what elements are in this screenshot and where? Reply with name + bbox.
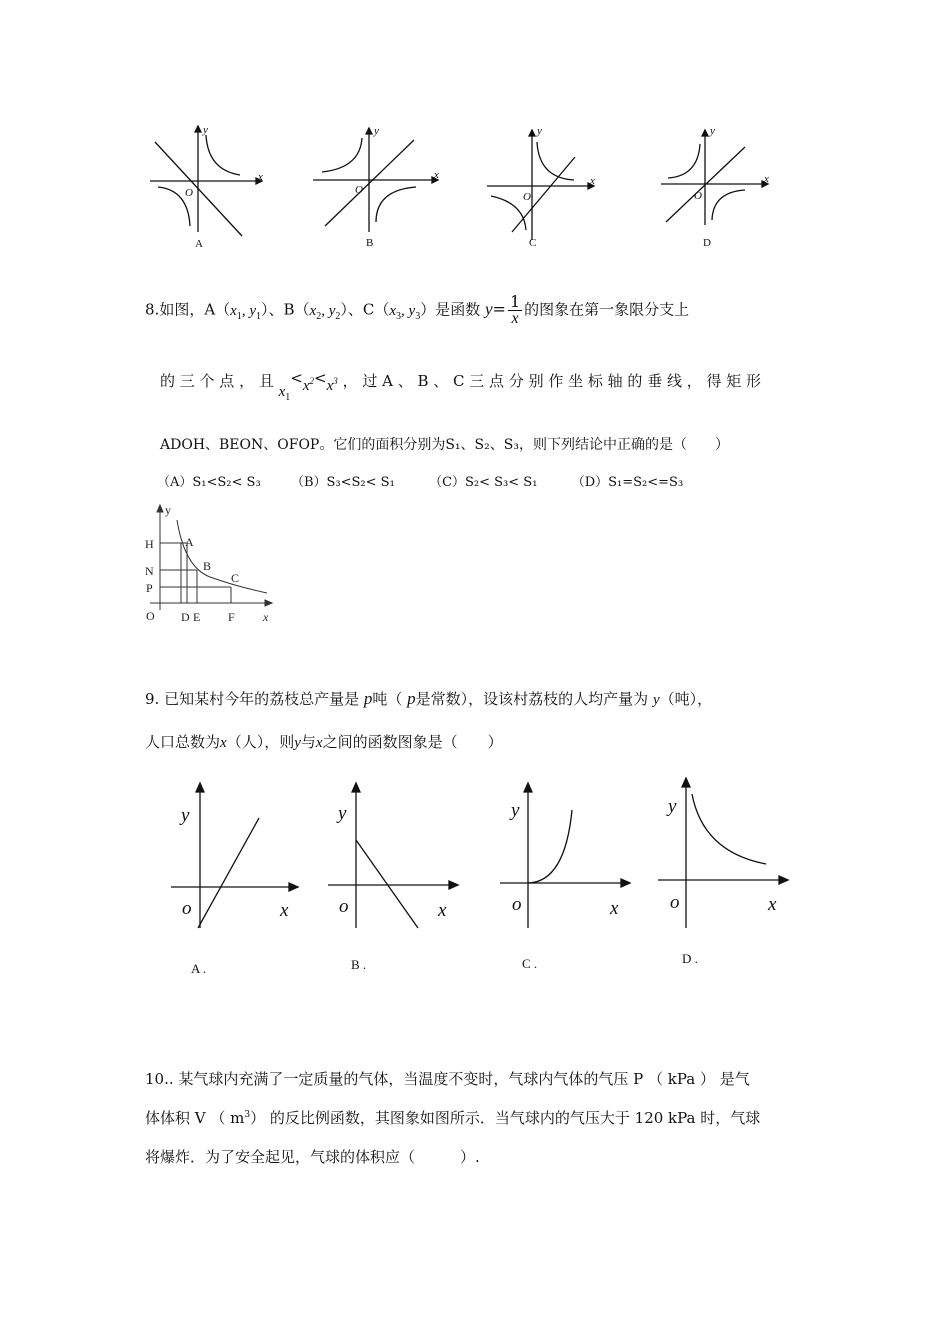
q9-a-x-label: x xyxy=(280,900,289,921)
q8-fig-y-label: y xyxy=(165,503,171,517)
q9-x-var: x xyxy=(220,735,227,751)
q7-c-origin: O xyxy=(523,191,531,203)
q9-a-y-label: y xyxy=(181,805,190,826)
q8-cond-x1: $x_1$ xyxy=(278,384,291,403)
q8-fig-x-label: x xyxy=(263,610,269,624)
q9-b-x-arrow xyxy=(449,881,458,889)
q9-line1-d: （吨）， xyxy=(659,690,713,708)
q9-x-var-2: x xyxy=(315,735,323,751)
q9-line1-b: 吨（ xyxy=(372,690,403,708)
q8-line2-a: 的 三 个 点 ， 且 xyxy=(160,372,274,390)
q9-d-curve xyxy=(692,794,766,864)
q8-options xyxy=(157,471,683,490)
q8-fig-point-b: B xyxy=(203,559,212,573)
q8-lt-2: < xyxy=(314,369,327,387)
q7-d-y-arrow xyxy=(702,130,708,136)
q8-point-a: $x_1$, $y_1$ xyxy=(230,302,261,322)
q9-d-y-arrow xyxy=(682,778,690,787)
q7-option-c: C xyxy=(529,237,537,249)
q7-c-x-label: x xyxy=(590,175,595,187)
q9-c-curve xyxy=(528,810,572,883)
q7-c-curve-2 xyxy=(491,196,526,230)
q7-c-y-label: y xyxy=(537,125,542,137)
q9-line2-b: （人），则 xyxy=(226,733,295,751)
q9-line-2 xyxy=(145,731,503,752)
q9-y-var-2: y xyxy=(294,735,301,751)
q8-intro: 如图，A（ xyxy=(159,300,231,319)
q9-d-y-label: y xyxy=(668,796,677,817)
q8-intro-end: 的图象在第一象限分支上 xyxy=(524,300,690,319)
q9-c-y-label: y xyxy=(511,800,520,821)
q9-c-y-arrow xyxy=(524,783,532,792)
q8-number: 8. xyxy=(145,300,160,319)
q8-fig-label-h: H xyxy=(145,537,154,551)
q7-option-a: A xyxy=(195,238,203,250)
q8-sep-2: ）、C（ xyxy=(340,300,390,319)
q7-graph-a xyxy=(150,126,262,236)
q8-sep-3: ）是函数 xyxy=(420,300,481,319)
q7-b-origin: O xyxy=(355,184,363,196)
q9-graphs-svg xyxy=(0,770,950,980)
q7-b-curve-2 xyxy=(376,187,416,222)
q9-y-var: y xyxy=(652,692,660,708)
q8-line-3: ADOH、BEON、OFOP。它们的面积分别为S₁、S₂、S₃，则下列结论中正确的是（ ） xyxy=(160,437,729,453)
q8-fig-label-n: N xyxy=(145,564,154,578)
q9-line2-d: 之间的函数图象是（ ） xyxy=(322,733,503,751)
q9-p-2: p xyxy=(407,689,416,708)
q7-graph-d xyxy=(661,130,768,225)
q8-fig-label-p: P xyxy=(146,581,153,595)
q10-line-1: 10.. 某气球内充满了一定质量的气体，当温度不变时，气球内气体的气压 P （ kPa ） 是气 xyxy=(145,1070,750,1088)
q7-a-y-label: y xyxy=(203,124,208,136)
q9-option-a: A . xyxy=(191,961,207,976)
q9-b-y-arrow xyxy=(352,783,360,792)
q10-line-3: 将爆炸．为了安全起见，气球的体积应（ ）. xyxy=(145,1148,480,1166)
q9-c-x-label: x xyxy=(610,898,619,919)
q7-graph-c xyxy=(487,130,594,240)
q8-fig-origin: O xyxy=(146,609,155,623)
q7-b-y-arrow xyxy=(366,128,372,134)
q9-a-y-arrow xyxy=(196,783,204,792)
q8-line-2 xyxy=(160,369,761,403)
q8-point-b: $x_2$, $y_2$ xyxy=(309,302,341,322)
q9-d-x-label: x xyxy=(768,894,777,915)
q9-option-c: C . xyxy=(522,956,538,971)
q10-line2-a: 体体积 V （ m xyxy=(145,1109,245,1127)
q8-x-arrow xyxy=(265,600,272,606)
q8-sep-1: ）、B（ xyxy=(261,300,310,319)
q9-line1-c: 是常数），设该村荔枝的人均产量为 xyxy=(415,690,649,708)
q7-d-y-label: y xyxy=(710,125,715,137)
q8-fig-point-a: A xyxy=(185,535,194,549)
q9-line2-a: 人口总数为 xyxy=(145,733,221,751)
q9-line1-a: 9. 已知某村今年的荔枝总产量是 xyxy=(145,690,360,708)
q9-d-origin: o xyxy=(670,892,680,913)
q7-c-line xyxy=(512,157,575,232)
q8-fn-y: y xyxy=(485,299,493,319)
q8-fig-label-e: E xyxy=(193,610,201,624)
q7-d-curve-1 xyxy=(668,144,700,178)
q7-option-b: B xyxy=(366,237,374,249)
q9-p: p xyxy=(363,689,373,708)
q8-y-arrow xyxy=(157,505,163,512)
q8-fn-eq: = xyxy=(492,299,506,319)
q9-b-y-label: y xyxy=(338,803,347,824)
q9-line2-c: 与 xyxy=(300,733,316,751)
q7-d-x-label: x xyxy=(764,173,769,185)
q7-b-y-label: y xyxy=(374,125,379,137)
q9-a-origin: o xyxy=(182,898,192,919)
q7-d-curve-2 xyxy=(712,190,745,220)
q8-option-a: （A）S₁<S₂< S₃ xyxy=(157,475,261,490)
q8-line2-b: ， 过 A 、 B 、 C 三 点 分 别 作 坐 标 轴 的 垂 线 ， 得 矩 形 xyxy=(342,372,762,390)
q8-cond-x2: $x^2$ xyxy=(302,376,315,394)
q7-b-curve-1 xyxy=(322,138,362,172)
q8-line-1 xyxy=(145,294,689,327)
q10-line2-sup: 3 xyxy=(244,1110,251,1120)
q8-figure-svg xyxy=(135,500,285,635)
q7-c-curve-1 xyxy=(537,142,574,180)
q7-graphs-svg xyxy=(0,0,950,270)
q9-option-d: D . xyxy=(682,951,698,966)
q9-line-1 xyxy=(145,688,712,709)
q9-b-line xyxy=(356,840,418,928)
q7-option-d: D xyxy=(703,237,711,249)
q9-a-line xyxy=(198,818,259,928)
q7-c-y-arrow xyxy=(529,130,535,136)
q7-graph-b xyxy=(313,128,438,232)
q7-a-curve-1 xyxy=(206,135,240,175)
q9-graphs xyxy=(0,770,950,980)
q8-curve xyxy=(177,520,267,593)
q9-b-x-label: x xyxy=(438,900,447,921)
q8-fn-fraction: $\frac{1}{x}$ xyxy=(509,292,521,327)
q8-figure xyxy=(135,500,285,635)
q7-a-y-arrow xyxy=(195,126,201,132)
q8-option-c: （C）S₂< S₃< S₁ xyxy=(429,475,538,490)
q7-a-x-label: x xyxy=(258,171,263,183)
q9-a-x-arrow xyxy=(289,883,298,891)
q8-option-d: （D）S₁=S₂<=S₃ xyxy=(571,475,684,490)
q8-fig-label-f: F xyxy=(228,610,235,624)
q9-c-origin: o xyxy=(512,894,522,915)
q7-d-origin: O xyxy=(694,190,702,202)
q10-line2-b: ） 的反比例函数，其图象如图所示．当气球内的气压大于 120 kPa 时，气球 xyxy=(250,1109,761,1127)
q8-fig-label-d: D xyxy=(181,610,190,624)
q10-line-2 xyxy=(145,1107,760,1128)
q7-a-origin: O xyxy=(185,187,193,199)
q7-b-x-label: x xyxy=(434,169,439,181)
q9-d-x-arrow xyxy=(779,876,788,884)
q9-c-x-arrow xyxy=(621,879,630,887)
q8-option-b: （B）S₃<S₂< S₁ xyxy=(290,475,395,490)
q7-graphs xyxy=(0,0,950,270)
q9-b-origin: o xyxy=(339,896,349,917)
q9-option-b: B . xyxy=(351,957,367,972)
q8-lt-1: < xyxy=(290,369,303,387)
q8-point-c: $x_3$, $y_3$ xyxy=(389,302,421,322)
q8-fig-point-c: C xyxy=(231,571,240,585)
q8-cond-x3: $x^3$ xyxy=(326,376,338,394)
